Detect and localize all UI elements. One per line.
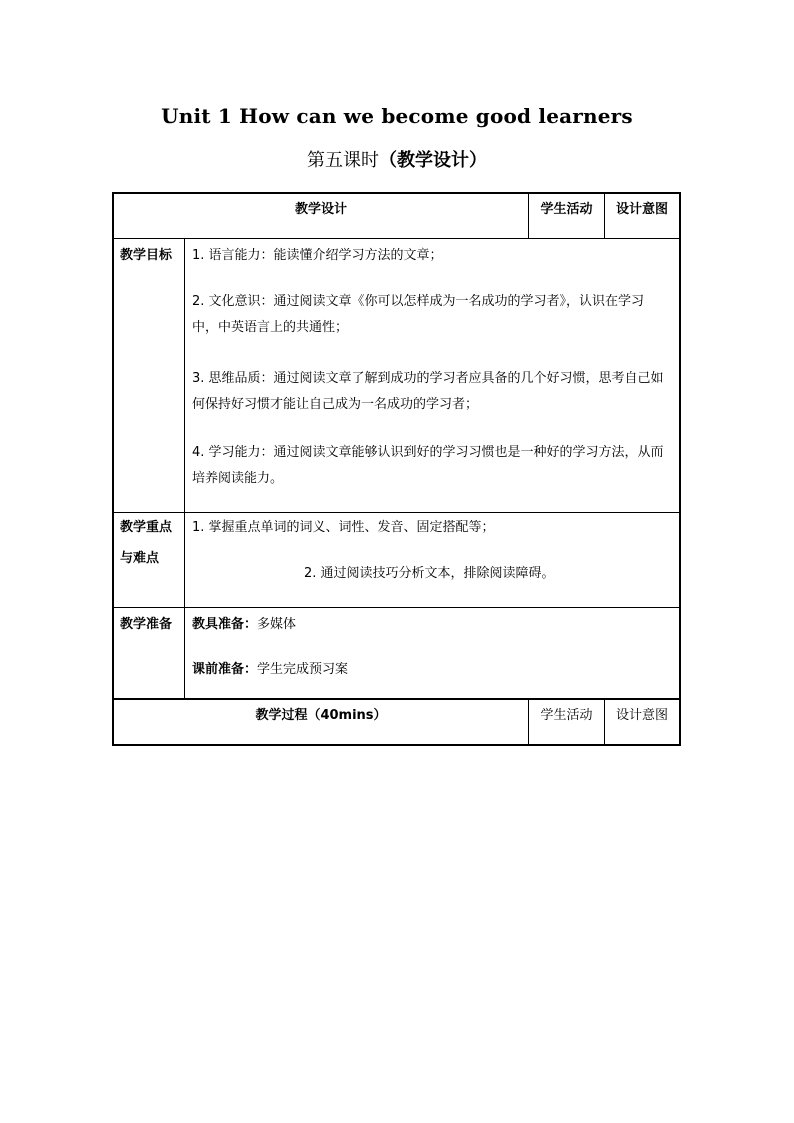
preparation-tools <box>192 615 296 635</box>
objective-item-2: 2. 文化意识：通过阅读文章《你可以怎样成为一名成功的学习者》，认识在学习中，中英语言上的共通性； <box>192 294 645 335</box>
row-divider-preparation <box>114 698 679 700</box>
preparation-pre <box>192 660 348 680</box>
preparation-tools-label: 教具准备： <box>192 617 258 632</box>
process-design-intent: 设计意图 <box>615 708 668 723</box>
header-design: 教学设计 <box>294 202 347 217</box>
objective-item-4: 4. 学习能力：通过阅读文章能够认识到好的学习习惯也是一种好的学习方法，从而培养阅读能力。 <box>192 445 664 486</box>
table-border-bottom <box>112 744 681 746</box>
process-student-activity: 学生活动 <box>540 708 593 723</box>
objective-item-3: 3. 思维品质：通过阅读文章了解到成功的学习者应具备的几个好习惯，思考自己如何保持好习惯才能让自己成为一名成功的学习者； <box>192 371 664 412</box>
preparation-label: 教学准备 <box>120 617 173 632</box>
preparation-pre-value: 学生完成预习案 <box>257 662 349 677</box>
keypoint-item-1: 1. 掌握重点单词的词义、词性、发音、固定搭配等； <box>192 520 495 535</box>
header-student-activity: 学生活动 <box>540 202 593 217</box>
subtitle-bold: （教学设计） <box>379 150 487 171</box>
row-divider-header <box>114 238 679 239</box>
table-border-left <box>112 192 114 746</box>
col-divider-labels <box>184 239 185 699</box>
preparation-tools-value: 多媒体 <box>257 617 297 632</box>
row-divider-objectives <box>114 512 679 513</box>
keypoints-label-line1: 教学重点 <box>120 520 173 535</box>
header-design-intent: 设计意图 <box>615 202 668 217</box>
preparation-pre-label: 课前准备： <box>192 662 258 677</box>
objective-item-1: 1. 语言能力：能读懂介绍学习方法的文章； <box>192 248 443 263</box>
table-border-right <box>679 192 681 746</box>
document-subtitle <box>0 146 794 172</box>
table-border-top <box>112 192 681 194</box>
document-title: Unit 1 How can we become good learners <box>161 104 633 128</box>
keypoint-item-2: 2. 通过阅读技巧分析文本，排除阅读障碍。 <box>304 566 555 581</box>
objectives-label: 教学目标 <box>120 248 173 263</box>
subtitle-prefix: 第五课时 <box>307 150 379 171</box>
row-divider-keypoints <box>114 607 679 608</box>
keypoints-label-line2: 与难点 <box>120 551 160 566</box>
process-label: 教学过程（40mins） <box>255 708 387 723</box>
